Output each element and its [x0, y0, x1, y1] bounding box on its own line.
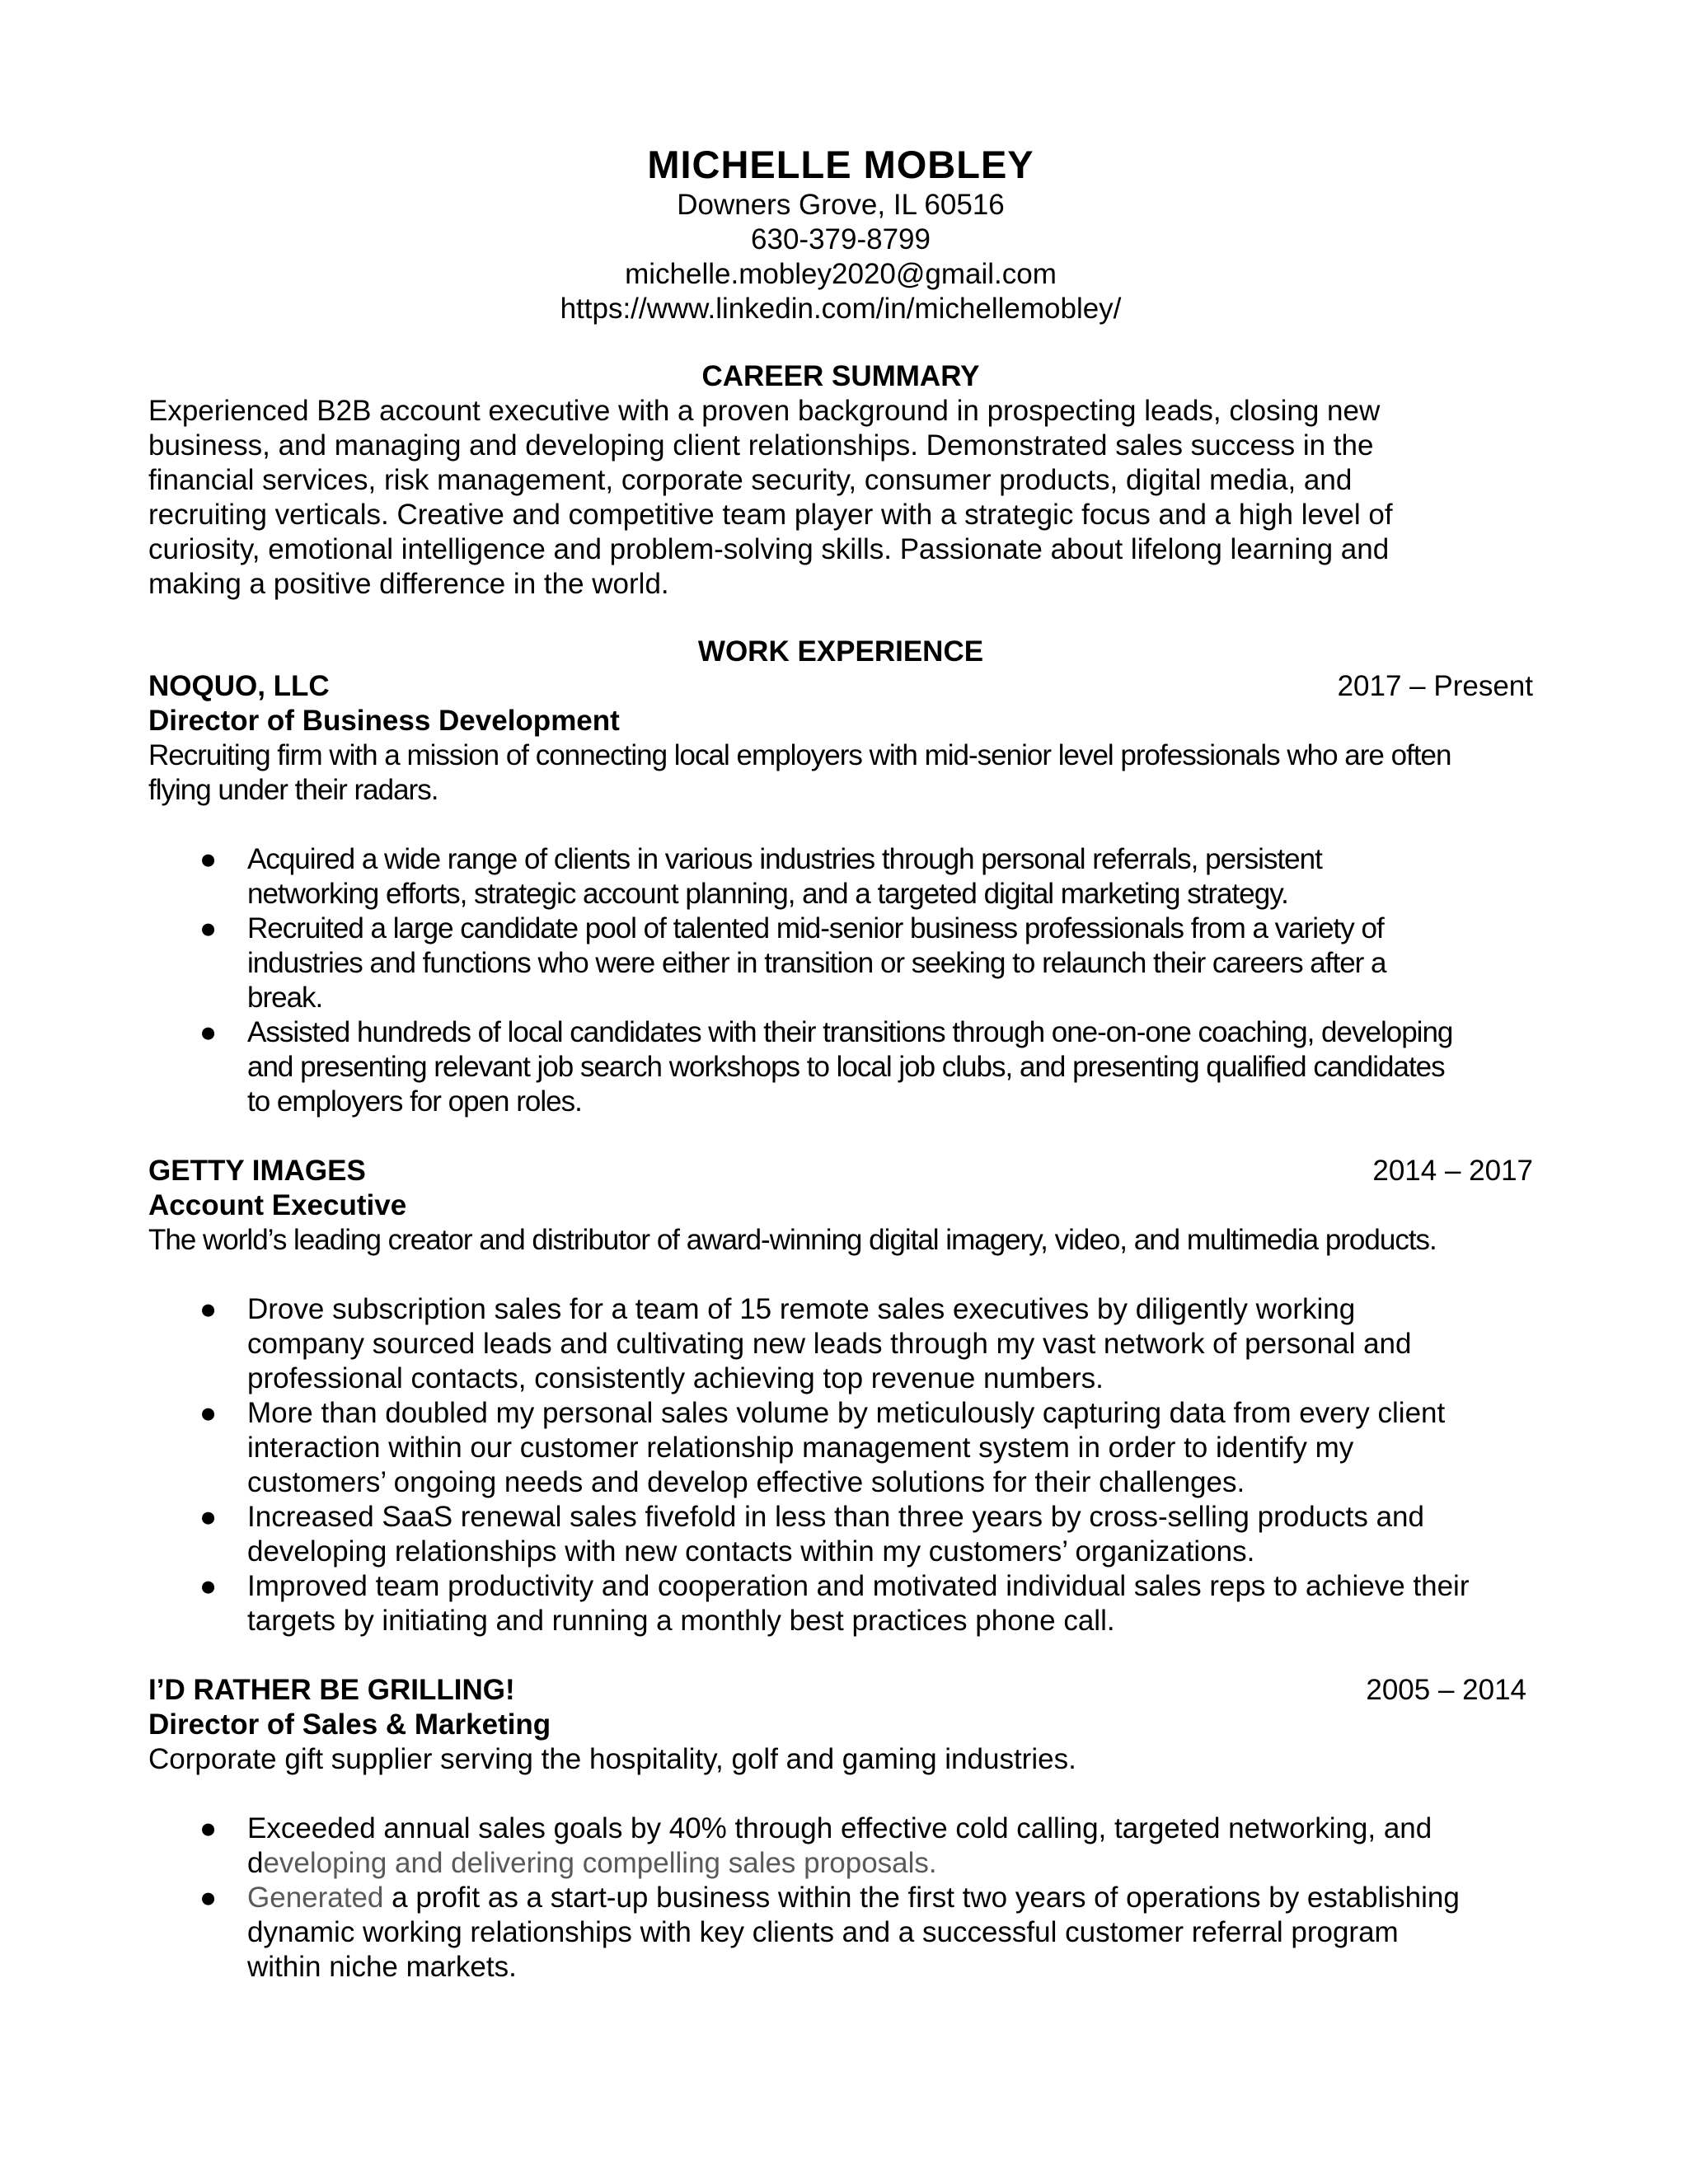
list-item	[148, 912, 1533, 1015]
list-item	[148, 1811, 1533, 1881]
list-item	[148, 1396, 1533, 1500]
job-description-line: flying under their radars.	[148, 774, 438, 806]
resume-page	[148, 142, 1533, 1985]
bullet-line: within niche markets.	[247, 1951, 517, 1983]
candidate-name: MICHELLE MOBLEY	[647, 143, 1034, 186]
job-entry-noquo	[148, 669, 1533, 1119]
bullet-icon: ●	[199, 1570, 218, 1602]
job-description	[148, 738, 1533, 808]
job-title: Director of Sales & Marketing	[148, 1708, 551, 1741]
bullet-line: company sourced leads and cultivating new leads through my vast network of personal and	[247, 1328, 1412, 1360]
list-item	[148, 1569, 1533, 1638]
job-title: Director of Business Development	[148, 705, 620, 737]
job-description-line: Corporate gift supplier serving the hospitality, golf and gaming industries.	[148, 1743, 1076, 1775]
bullet-line	[247, 1881, 1533, 1915]
bullet-line: industries and functions who were either in transition or seeking to relaunch their careers after a	[247, 947, 1386, 979]
summary-line: business, and managing and developing client relationships. Demonstrated sales success in the	[148, 429, 1374, 462]
bullet-icon: ●	[199, 1882, 218, 1914]
bullet-line: break.	[247, 982, 323, 1014]
work-experience-heading: WORK EXPERIENCE	[697, 635, 984, 668]
bullet-line: Increased SaaS renewal sales fivefold in less than three years by cross-selling products and	[247, 1501, 1424, 1533]
list-item	[148, 1292, 1533, 1396]
bullet-line: customers’ ongoing needs and develop effective solutions for their challenges.	[247, 1466, 1245, 1498]
list-item	[148, 1015, 1533, 1119]
job-dates: 2014 – 2017	[1372, 1155, 1533, 1187]
list-item	[148, 842, 1533, 912]
job-description	[148, 1742, 1533, 1777]
job-description	[148, 1223, 1533, 1258]
contact-location: Downers Grove, IL 60516	[677, 189, 1005, 221]
job-header	[148, 1673, 1533, 1708]
bullet-line	[247, 1846, 1533, 1881]
job-bullet-list	[148, 1292, 1533, 1638]
job-company: NOQUO, LLC	[148, 670, 330, 702]
job-bullet-list	[148, 1811, 1533, 1985]
career-summary-text	[148, 394, 1451, 602]
summary-line: Experienced B2B account executive with a proven background in prospecting leads, closing new	[148, 395, 1381, 427]
job-header	[148, 1154, 1533, 1188]
bullet-text-gray: eveloping and delivering compelling sales proposals.	[263, 1847, 937, 1879]
bullet-line: Assisted hundreds of local candidates with their transitions through one-on-one coaching, developing	[247, 1016, 1453, 1048]
summary-line: financial services, risk management, corporate security, consumer products, digital media, and	[148, 464, 1353, 496]
bullet-line: developing relationships with new contacts within my customers’ organizations.	[247, 1535, 1255, 1568]
bullet-line: Recruited a large candidate pool of talented mid-senior business professionals from a variety of	[247, 912, 1384, 944]
bullet-text: d	[247, 1847, 264, 1879]
bullet-icon: ●	[199, 912, 217, 944]
bullet-line: Drove subscription sales for a team of 15 remote sales executives by diligently working	[247, 1293, 1356, 1325]
summary-line: recruiting verticals. Creative and competitive team player with a strategic focus and a high level of	[148, 499, 1393, 531]
job-entry-id-rather-be-grilling	[148, 1673, 1533, 1985]
summary-line: curiosity, emotional intelligence and problem-solving skills. Passionate about lifelong learning and	[148, 533, 1390, 565]
bullet-line: networking efforts, strategic account planning, and a targeted digital marketing strategy.	[247, 878, 1288, 910]
bullet-line: and presenting relevant job search workshops to local job clubs, and presenting qualified candidates	[247, 1051, 1445, 1083]
job-description-line: The world’s leading creator and distributor of award-winning digital imagery, video, and multimedia products.	[148, 1224, 1437, 1256]
job-company: I’D RATHER BE GRILLING!	[148, 1674, 515, 1706]
career-summary-heading: CAREER SUMMARY	[701, 360, 980, 392]
contact-phone: 630-379-8799	[751, 223, 931, 255]
bullet-icon: ●	[199, 1016, 217, 1048]
summary-line: making a positive difference in the world.	[148, 568, 669, 600]
bullet-line: More than doubled my personal sales volume by meticulously capturing data from every client	[247, 1397, 1446, 1429]
resume-header	[148, 142, 1533, 326]
job-description-line: Recruiting firm with a mission of connecting local employers with mid-senior level professionals who are often	[148, 739, 1451, 771]
contact-linkedin: https://www.linkedin.com/in/michellemobley/	[560, 293, 1122, 325]
bullet-line: Exceeded annual sales goals by 40% through effective cold calling, targeted networking, and	[247, 1812, 1432, 1844]
bullet-line: Improved team productivity and cooperation and motivated individual sales reps to achieve their	[247, 1570, 1470, 1602]
bullet-icon: ●	[199, 1293, 218, 1325]
job-entry-getty-images	[148, 1154, 1533, 1638]
bullet-line: dynamic working relationships with key clients and a successful customer referral program	[247, 1916, 1399, 1948]
job-dates: 2005 – 2014	[1366, 1674, 1526, 1706]
bullet-line: professional contacts, consistently achieving top revenue numbers.	[247, 1362, 1104, 1394]
job-title: Account Executive	[148, 1189, 407, 1221]
bullet-line: Acquired a wide range of clients in various industries through personal referrals, persistent	[247, 843, 1322, 875]
bullet-line: to employers for open roles.	[247, 1085, 582, 1118]
list-item	[148, 1500, 1533, 1569]
job-header	[148, 669, 1533, 704]
job-dates: 2017 – Present	[1337, 670, 1533, 702]
bullet-line: targets by initiating and running a monthly best practices phone call.	[247, 1605, 1115, 1637]
job-company: GETTY IMAGES	[148, 1155, 366, 1187]
bullet-icon: ●	[199, 1501, 218, 1533]
bullet-icon: ●	[199, 1812, 218, 1844]
job-bullet-list	[148, 842, 1533, 1119]
contact-email: michelle.mobley2020@gmail.com	[625, 258, 1057, 290]
bullet-text: a profit as a start-up business within the first two years of operations by establishing	[383, 1882, 1460, 1914]
bullet-icon: ●	[199, 1397, 218, 1429]
bullet-icon: ●	[199, 843, 217, 875]
bullet-line: interaction within our customer relationship management system in order to identify my	[247, 1432, 1354, 1464]
bullet-text-gray: Generated	[247, 1882, 384, 1914]
list-item	[148, 1881, 1533, 1985]
